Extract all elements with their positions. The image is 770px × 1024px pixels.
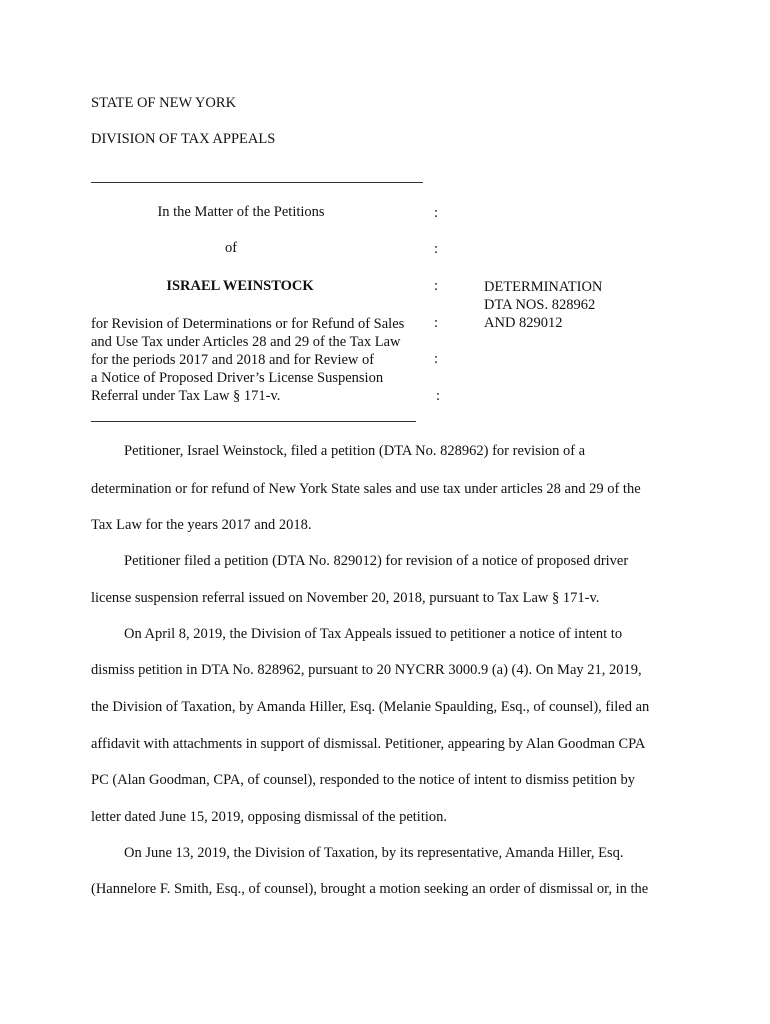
caption-colon: : [434,351,439,367]
caption-colon: : [434,205,439,221]
caption-colon: : [434,315,439,331]
body-line: the Division of Taxation, by Amanda Hiller, Esq. (Melanie Spaulding, Esq., of counsel), filed an [91,699,650,715]
caption-colon: : [434,278,439,294]
body-line: determination or for refund of New York State sales and use tax under articles 28 and 29 of the [91,481,641,497]
body-line: Petitioner filed a petition (DTA No. 829012) for revision of a notice of proposed driver [124,553,629,569]
caption-colon: : [436,388,441,404]
caption-description [91,315,404,405]
description-line: Referral under Tax Law § 171-v. [91,388,281,404]
body-line: Tax Law for the years 2017 and 2018. [91,517,312,533]
body-line: dismiss petition in DTA No. 828962, pursuant to 20 NYCRR 3000.9 (a) (4). On May 21, 2019, [91,662,642,678]
dta-numbers-continued: AND 829012 [484,315,563,331]
division-heading: DIVISION OF TAX APPEALS [91,131,276,147]
description-line: a Notice of Proposed Driver’s License Suspension [91,370,384,386]
description-line: and Use Tax under Articles 28 and 29 of the Tax Law [91,334,401,350]
determination-title: DETERMINATION [484,279,603,295]
matter-line: In the Matter of the Petitions [157,204,325,220]
state-heading: STATE OF NEW YORK [91,95,237,111]
dta-numbers: DTA NOS. 828962 [484,297,596,313]
caption-bottom-rule [91,421,416,422]
body-line: On June 13, 2019, the Division of Taxation, by its representative, Amanda Hiller, Esq. [124,845,624,861]
body-line: (Hannelore F. Smith, Esq., of counsel), brought a motion seeking an order of dismissal or, in the [91,881,649,897]
caption-top-rule [91,182,423,183]
caption-colon: : [434,241,439,257]
of-line: of [224,240,238,256]
body-line: license suspension referral issued on November 20, 2018, pursuant to Tax Law § 171-v. [91,590,600,606]
description-line: for Revision of Determinations or for Refund of Sales [91,316,405,332]
body-line: On April 8, 2019, the Division of Tax Appeals issued to petitioner a notice of intent to [124,626,623,642]
body-line: Petitioner, Israel Weinstock, filed a petition (DTA No. 828962) for revision of a [124,443,586,459]
body-line: PC (Alan Goodman, CPA, of counsel), responded to the notice of intent to dismiss petition by [91,772,635,788]
petitioner-name: ISRAEL WEINSTOCK [166,278,314,294]
description-line: for the periods 2017 and 2018 and for Review of [91,352,375,368]
body-line: affidavit with attachments in support of dismissal. Petitioner, appearing by Alan Goodman CPA [91,736,646,752]
determination-block [484,278,602,332]
body-line: letter dated June 15, 2019, opposing dismissal of the petition. [91,809,448,825]
